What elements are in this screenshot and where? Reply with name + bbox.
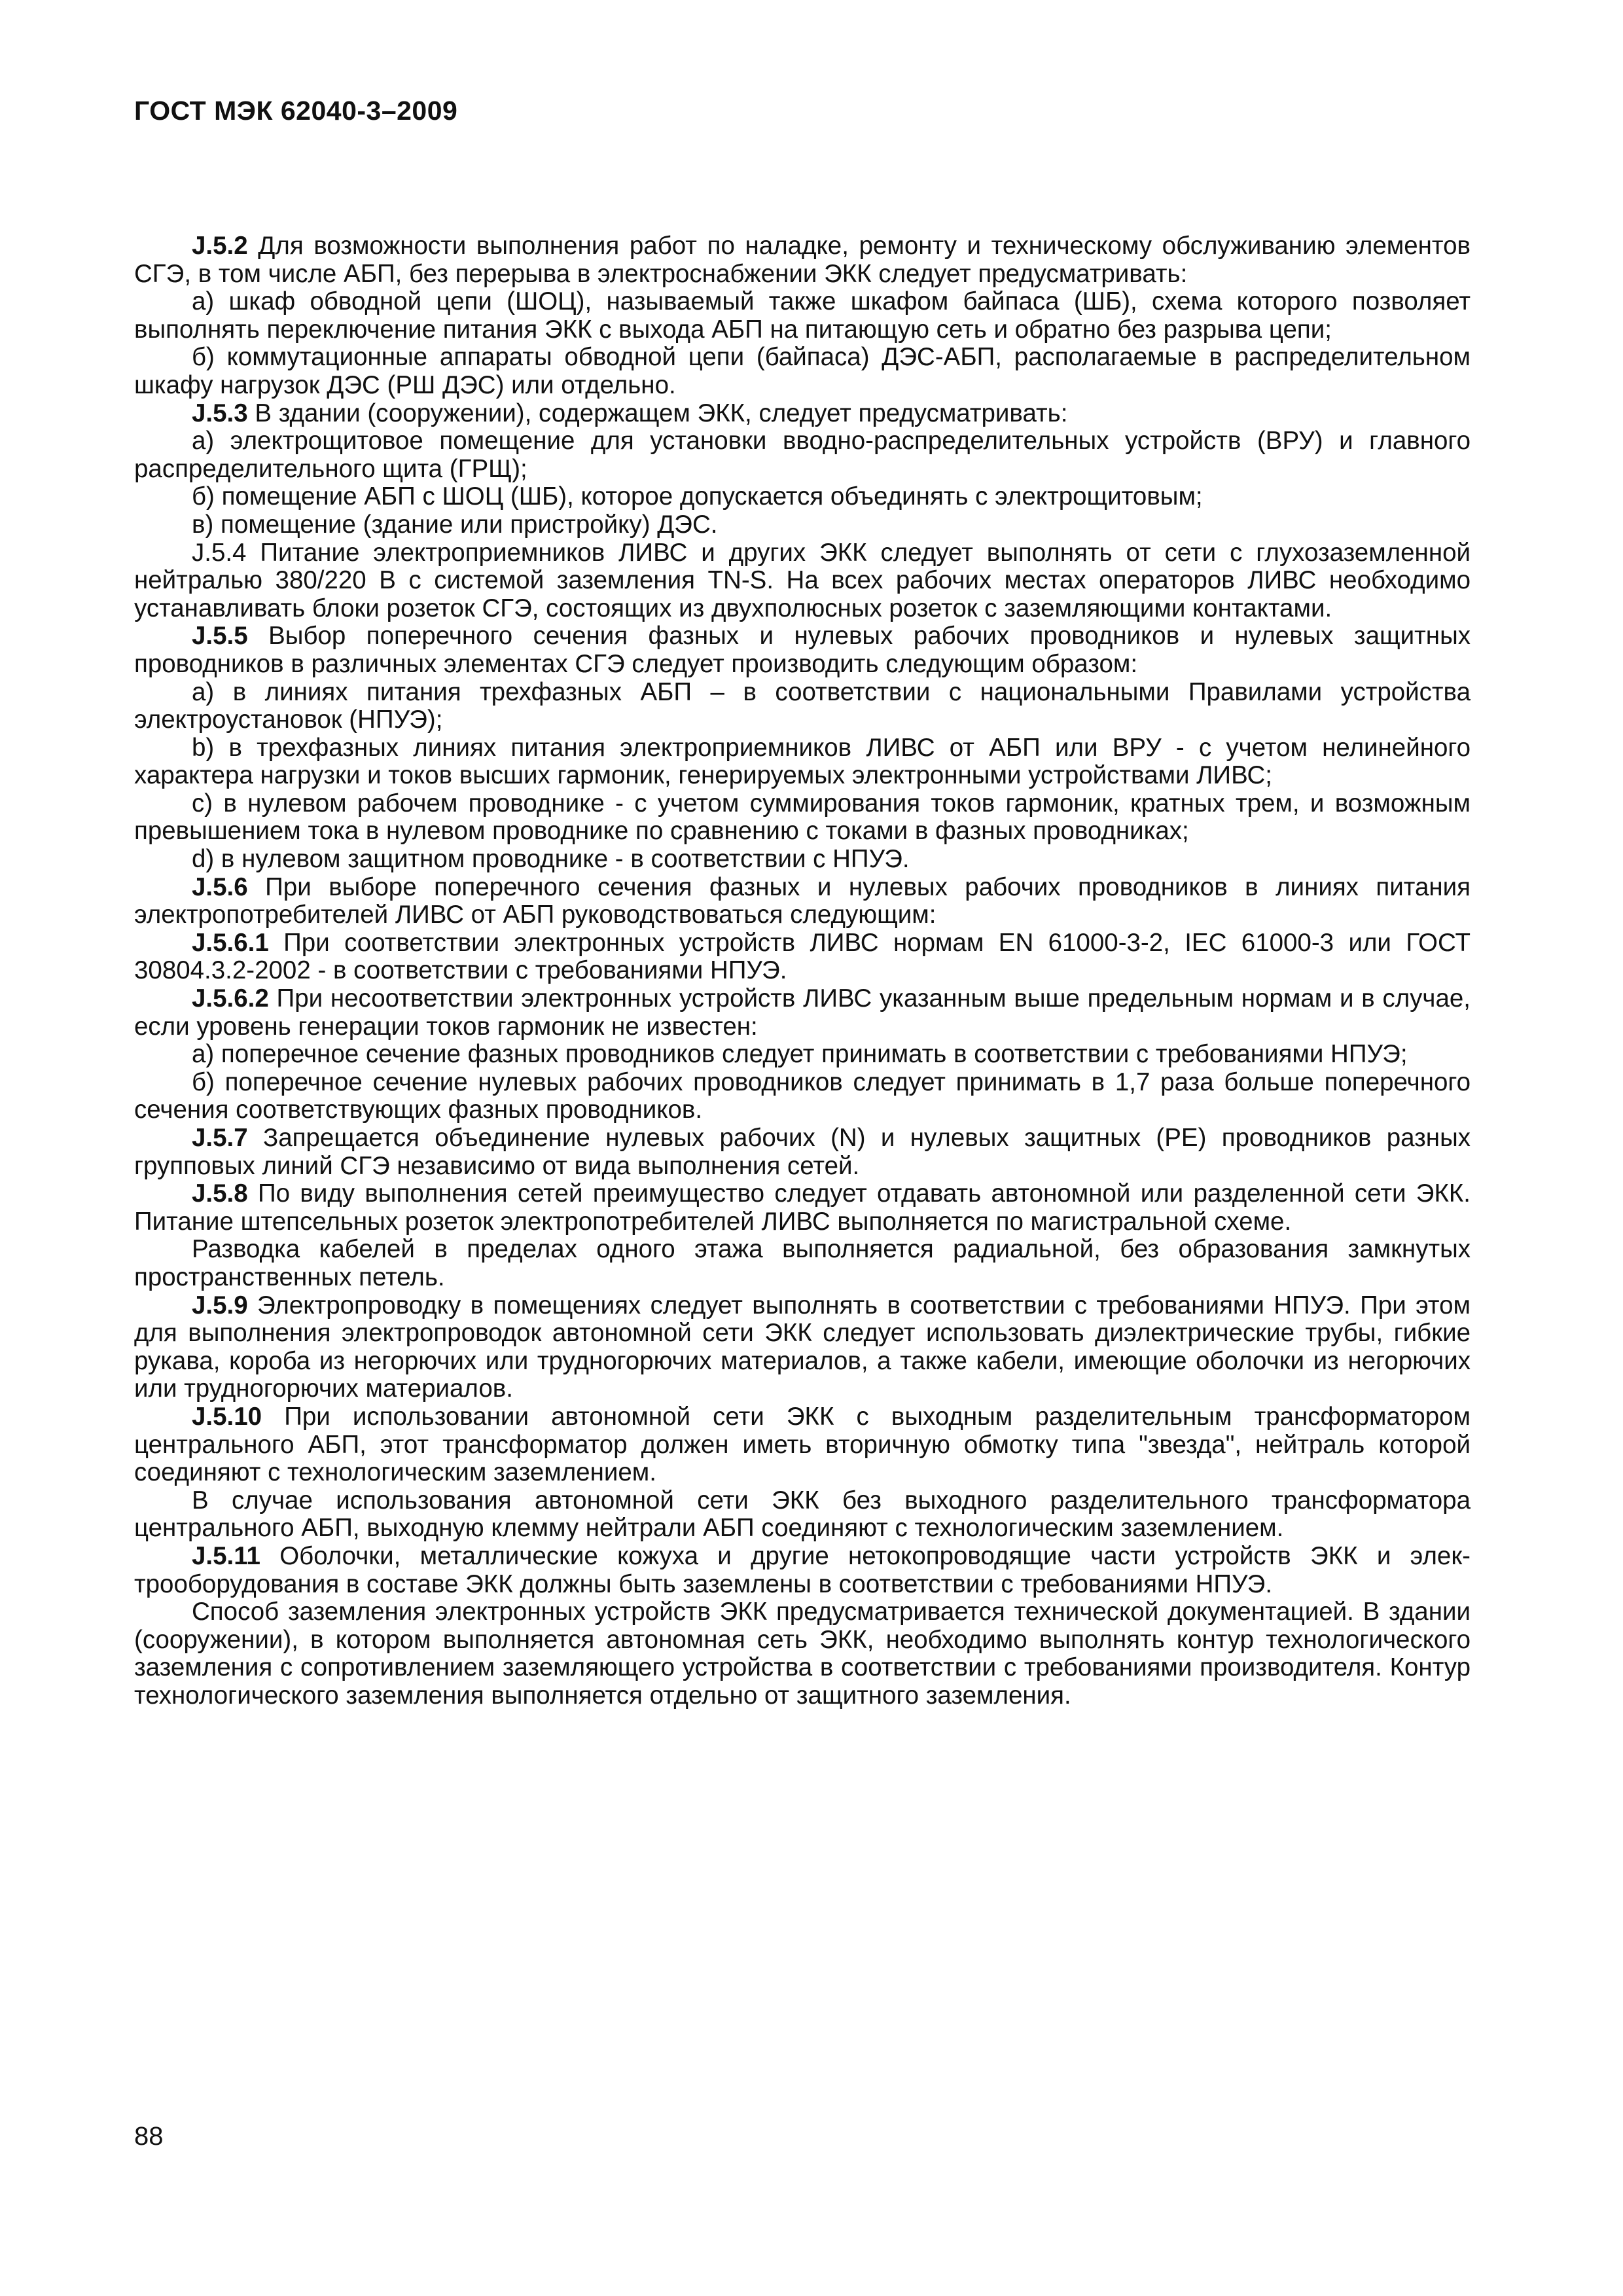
paragraph [134,1403,1471,1487]
paragraph [134,511,1471,539]
paragraph-text: При использовании автономной сети ЭКК с выходным разделительным трансформатором центрального АБП, этот трансформатор должен иметь вторичную обмотку типа "звезда", нейтраль которой соединяют с технологическим заземлением. [134,1402,1471,1487]
paragraph-text: При несоответствии электронных устройств ЛИВС указанным выше предельным нормам и в случае, если уровень генерации токов гармоник не известен: [134,984,1471,1041]
paragraph-text: а) шкаф обводной цепи (ШОЦ), называемый также шкафом байпаса (ШБ), схема которого позволяет выполнять переключение питания ЭКК с выхода АБП на питающую сеть и обратно без разрыва цепи; [134,287,1471,344]
paragraph [134,427,1471,483]
paragraph [134,1543,1471,1598]
clause-number: J.5.2 [192,232,248,260]
paragraph-text: Оболочки, металлические кожуха и другие нетокопроводящие части устройств ЭКК и электрооборудования в составе ЭКК должны быть заземлены в соответствии с требованиями НПУЭ. [134,1541,1471,1598]
paragraph-text: d) в нулевом защитном проводнике - в соответствии с НПУЭ. [192,845,910,874]
paragraph [134,622,1471,678]
paragraph-text: Разводка кабелей в пределах одного этажа выполняется радиальной, без образования замкнутых пространственных петель. [134,1235,1471,1291]
paragraph [134,1180,1471,1236]
paragraph [134,1041,1471,1069]
clause-number: J.5.9 [192,1291,248,1319]
paragraph [134,679,1471,734]
paragraph [134,1069,1471,1124]
paragraph-text: b) в трехфазных линиях питания электроприемников ЛИВС от АБП или ВРУ - с учетом нелинейного характера нагрузки и токов высших гармоник, генерируемых электронными устройствами ЛИВС; [134,733,1471,790]
paragraph-text: а) электрощитовое помещение для установки вводно-распределительных устройств (ВРУ) и главного распределительного щита (ГРЩ); [134,427,1471,483]
paragraph [134,734,1471,790]
document-header: ГОСТ МЭК 62040-3–2009 [134,96,458,126]
paragraph-text: б) помещение АБП с ШОЦ (ШБ), которое допускается объединять с электрощитовым; [192,482,1203,511]
paragraph-text: В случае использования автономной сети ЭКК без выходного разделительного трансформатора центрального АБП, выходную клемму нейтрали АБП соединяют с технологическим заземлением. [134,1486,1471,1543]
clause-number: J.5.7 [192,1124,248,1152]
clause-number: J.5.6.1 [192,928,269,957]
paragraph-text: в) помещение (здание или пристройку) ДЭС. [192,510,718,539]
paragraph-text: б) коммутационные аппараты обводной цепи (байпаса) ДЭС-АБП, располагаемые в распределительном шкафу нагрузок ДЭС (РШ ДЭС) или отдельно. [134,343,1471,399]
paragraph-text: а) в линиях питания трехфазных АБП – в соответствии с национальными Правилами устройства электроустановок (НПУЭ); [134,677,1471,734]
paragraph [134,400,1471,428]
paragraph-text: Питание электроприемников ЛИВС и других ЭКК следует выполнять от сети с глухозаземленной нейтралью 380/220 В с системой заземления TN-S. На всех рабочих местах операторов ЛИВС необходимо устанавливать блоки розеток СГЭ, состоящих из двухполюсных розеток с заземляющими контактами. [134,538,1471,622]
paragraph-text: По виду выполнения сетей преимущество следует отдавать автономной или разделенной сети ЭКК. Питание штепсельных розеток электропотребителей ЛИВС выполняется по магистральной схеме. [134,1179,1471,1236]
paragraph-text: В здании (сооружении), содержащем ЭКК, следует предусматривать: [247,399,1068,427]
paragraph [134,846,1471,874]
document-body [134,232,1471,1710]
clause-number: J.5.11 [192,1541,260,1570]
paragraph [134,929,1471,985]
clause-number: J.5.8 [192,1179,248,1208]
paragraph-text: Способ заземления электронных устройств ЭКК предусматривается технической документацией. В здании (сооружении), в котором выполняется автономная сеть ЭКК, необходимо выполнять контур технологического заземления с сопротивлением заземляющего устройства в соответствии с требованиями производителя. Контур технологического заземления выполняется отдельно от защитного заземления. [134,1598,1471,1710]
paragraph [134,790,1471,846]
paragraph [134,288,1471,344]
clause-number: J.5.6.2 [192,984,269,1013]
clause-number: J.5.6 [192,872,248,901]
paragraph-text: Для возможности выполнения работ по наладке, ремонту и техническому обслуживанию элементов СГЭ, в том числе АБП, без перерыва в электроснабжении ЭКК следует предусматривать: [134,232,1471,288]
clause-number: J.5.3 [192,399,248,427]
paragraph [134,1487,1471,1543]
paragraph-text: с) в нулевом рабочем проводнике - с учетом суммирования токов гармоник, кратных трем, и возможным превышением тока в нулевом проводнике по сравнению с токами в фазных проводниках; [134,789,1471,846]
paragraph-text: Электропроводку в помещениях следует выполнять в соответствии с требованиями НПУЭ. При этом для выполнения электропроводок автономной сети ЭКК следует использовать диэлектрические трубы, гибкие рукава, короба из негорючих или трудногорючих материалов, а также кабели, имеющие оболочки из негорючих или трудногорючих материалов. [134,1291,1471,1403]
paragraph [134,1124,1471,1180]
clause-number: J.5.10 [192,1402,262,1431]
paragraph-text: При соответствии электронных устройств ЛИВС нормам EN 61000-3-2, IEC 61000-3 или ГОСТ 30804.3.2-2002 - в соответствии с требованиями НПУЭ. [134,928,1471,985]
paragraph-text: б) поперечное сечение нулевых рабочих проводников следует принимать в 1,7 раза больше поперечного сечения соответствующих фазных проводников. [134,1067,1471,1124]
paragraph [134,539,1471,623]
paragraph-text: Выбор поперечного сечения фазных и нулевых рабочих проводников и нулевых защитных проводников в различных элементах СГЭ следует производить следующим образом: [134,622,1471,678]
paragraph [134,985,1471,1041]
paragraph [134,483,1471,511]
clause-number: J.5.4 [192,538,247,567]
paragraph [134,1292,1471,1403]
clause-number: J.5.5 [192,622,248,651]
paragraph [134,232,1471,288]
paragraph-text: а) поперечное сечение фазных проводников следует принимать в соответствии с требованиями НПУЭ; [192,1040,1408,1069]
paragraph-text: Запрещается объединение нулевых рабочих (N) и нулевых защитных (PE) проводников разных групповых линий СГЭ независимо от вида выполнения сетей. [134,1124,1471,1180]
paragraph-text: При выборе поперечного сечения фазных и нулевых рабочих проводников в линиях питания электропотребителей ЛИВС от АБП руководствоваться следующим: [134,872,1471,929]
paragraph [134,1598,1471,1710]
paragraph [134,1236,1471,1291]
page-number: 88 [134,2122,164,2151]
paragraph [134,344,1471,399]
paragraph [134,874,1471,929]
